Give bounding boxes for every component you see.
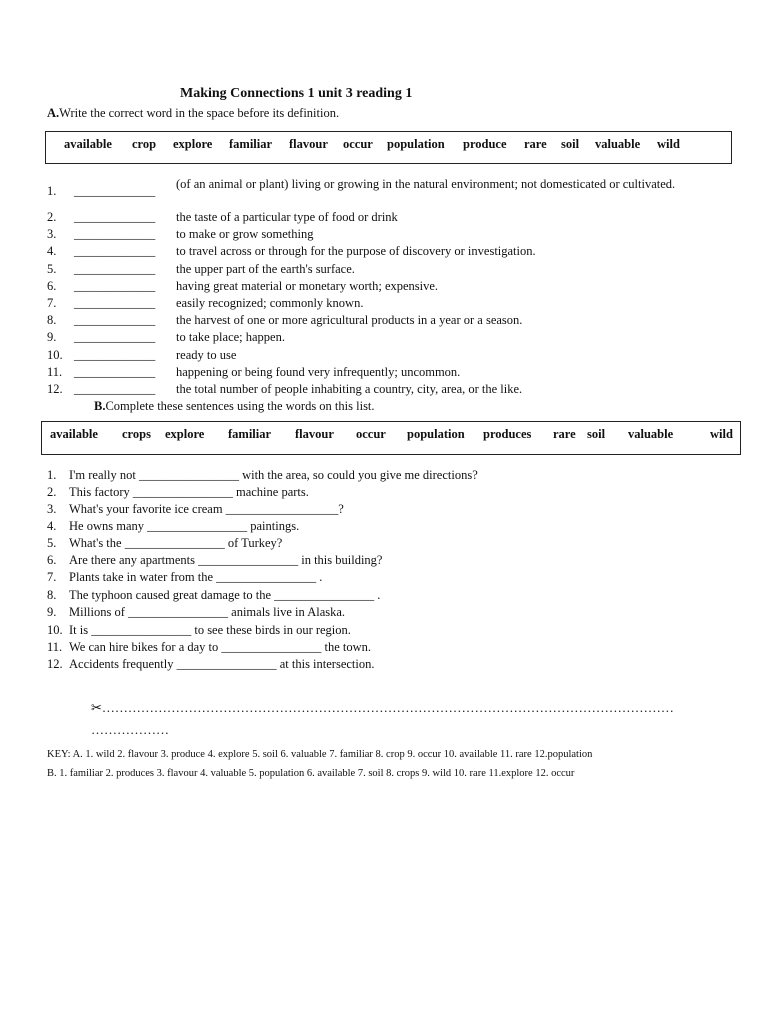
sentence-text[interactable]: I'm really not ________________ with the area, so could you give me directions? [69,468,478,482]
answer-blank[interactable]: _____________ [74,210,156,224]
answer-blank[interactable]: _____________ [74,279,156,293]
sentence-row [47,623,351,638]
section-b-letter: B. [94,399,106,413]
sentence-text[interactable]: What's your favorite ice cream __________________? [69,502,344,516]
section-a-word: rare [524,137,547,151]
section-a-word: soil [561,137,580,151]
section-a-word: available [64,137,112,151]
sentence-number: 7. [47,570,57,584]
section-a-word: valuable [595,137,641,151]
sentence-row [47,553,382,568]
sentence-text[interactable]: Accidents frequently ________________ at this intersection. [69,657,375,671]
definition-number: 10. [47,348,63,362]
definition-text: happening or being found very infrequently; uncommon. [176,365,461,379]
section-b-word: occur [356,427,386,441]
answer-blank[interactable]: _____________ [74,313,156,327]
answer-blank[interactable]: _____________ [74,382,156,396]
definition-text: (of an animal or plant) living or growing in the natural environment; not domesticated or cultivated. [176,177,676,191]
section-b-word: valuable [628,427,674,441]
section-b-word: available [50,427,98,441]
sentence-number: 11. [47,640,63,654]
section-a-word: wild [657,137,680,151]
definition-text: to make or grow something [176,227,314,241]
section-b-word: soil [587,427,606,441]
sentence-text[interactable]: He owns many ________________ paintings. [69,519,300,533]
section-a-word: crop [132,137,157,151]
sentence-text[interactable]: We can hire bikes for a day to ________________ the town. [69,640,372,654]
definition-number: 1. [47,184,57,198]
definition-number: 8. [47,313,57,327]
cut-line [91,700,674,716]
sentence-number: 4. [47,519,57,533]
definition-text: the taste of a particular type of food or drink [176,210,398,224]
sentence-text[interactable]: Are there any apartments ________________ in this building? [69,553,383,567]
section-a-word: familiar [229,137,273,151]
sentence-number: 5. [47,536,57,550]
sentence-number: 8. [47,588,57,602]
section-a-word: flavour [289,137,328,151]
sentence-text[interactable]: Plants take in water from the ________________ . [69,570,323,584]
answer-blank[interactable]: _____________ [74,296,156,310]
answer-blank[interactable]: _____________ [74,365,156,379]
section-b-instruction-text: Complete these sentences using the words on this list. [105,399,375,413]
definition-text: having great material or monetary worth; expensive. [176,279,439,293]
section-b-word: crops [122,427,151,441]
definition-number: 9. [47,330,57,344]
cut-line-continued: ……………… [91,722,169,737]
sentence-text[interactable]: The typhoon caused great damage to the ________________ . [69,588,381,602]
section-b-word: wild [710,427,733,441]
answer-key-b: B. 1. familiar 2. produces 3. flavour 4. valuable 5. population 6. available 7. soil 8. crops 9. wild 10. rare 11.explore 12. occur [47,768,575,779]
answer-blank[interactable]: _____________ [74,262,156,276]
definition-number: 5. [47,262,57,276]
definition-number: 7. [47,296,57,310]
answer-blank[interactable]: _____________ [74,348,156,362]
section-a-word: explore [173,137,213,151]
sentence-row [47,536,282,551]
sentence-number: 3. [47,502,57,516]
definition-number: 6. [47,279,57,293]
cut-dots: …………………………………………………………………………………………………………………… [101,700,674,715]
section-b-word: flavour [295,427,334,441]
sentence-text[interactable]: Millions of ________________ animals live in Alaska. [69,605,346,619]
sentence-number: 10. [47,623,63,637]
answer-blank[interactable]: _____________ [74,184,156,198]
section-a-word: population [387,137,445,151]
page-title: Making Connections 1 unit 3 reading 1 [180,86,413,101]
section-b-word: rare [553,427,576,441]
definition-number: 4. [47,244,57,258]
definition-number: 2. [47,210,57,224]
section-a-instruction-text: Write the correct word in the space before its definition. [59,106,340,120]
definition-text: to travel across or through for the purpose of discovery or investigation. [176,244,536,258]
sentence-text[interactable]: What's the ________________ of Turkey? [69,536,283,550]
section-b-word: population [407,427,465,441]
section-a-instruction [47,106,339,121]
sentence-row [47,502,344,517]
sentence-number: 1. [47,468,57,482]
definition-text: the total number of people inhabiting a country, city, area, or the like. [176,382,523,396]
sentence-row [47,468,478,483]
section-b-word: familiar [228,427,272,441]
section-a-word: occur [343,137,373,151]
sentence-text[interactable]: It is ________________ to see these birds in our region. [69,623,351,637]
section-b-instruction [94,399,375,414]
definition-number: 3. [47,227,57,241]
definition-text: the harvest of one or more agricultural products in a year or a season. [176,313,523,327]
answer-blank[interactable]: _____________ [74,244,156,258]
answer-key-a: KEY: A. 1. wild 2. flavour 3. produce 4. explore 5. soil 6. valuable 7. familiar 8. crop 9. occur 10. available 11. rare 12.population [47,749,593,760]
sentence-number: 12. [47,657,63,671]
section-b-word: explore [165,427,205,441]
sentence-number: 2. [47,485,57,499]
definition-text: ready to use [176,348,237,362]
definition-text: easily recognized; commonly known. [176,296,364,310]
definition-number: 11. [47,365,63,379]
definition-text: the upper part of the earth's surface. [176,262,355,276]
sentence-number: 6. [47,553,57,567]
section-b-word: produces [483,427,532,441]
definition-text: to take place; happen. [176,330,285,344]
scissors-icon: ✂ [91,700,102,715]
answer-blank[interactable]: _____________ [74,227,156,241]
definition-number: 12. [47,382,63,396]
answer-blank[interactable]: _____________ [74,330,156,344]
sentence-row [47,640,371,655]
sentence-row [47,570,322,585]
section-a-word: produce [463,137,507,151]
sentence-row [47,485,309,500]
sentence-text[interactable]: This factory ________________ machine parts. [69,485,309,499]
sentence-row [47,605,345,620]
sentence-row [47,519,299,534]
section-a-letter: A. [47,106,60,120]
sentence-number: 9. [47,605,57,619]
sentence-row [47,657,375,672]
sentence-row [47,588,380,603]
